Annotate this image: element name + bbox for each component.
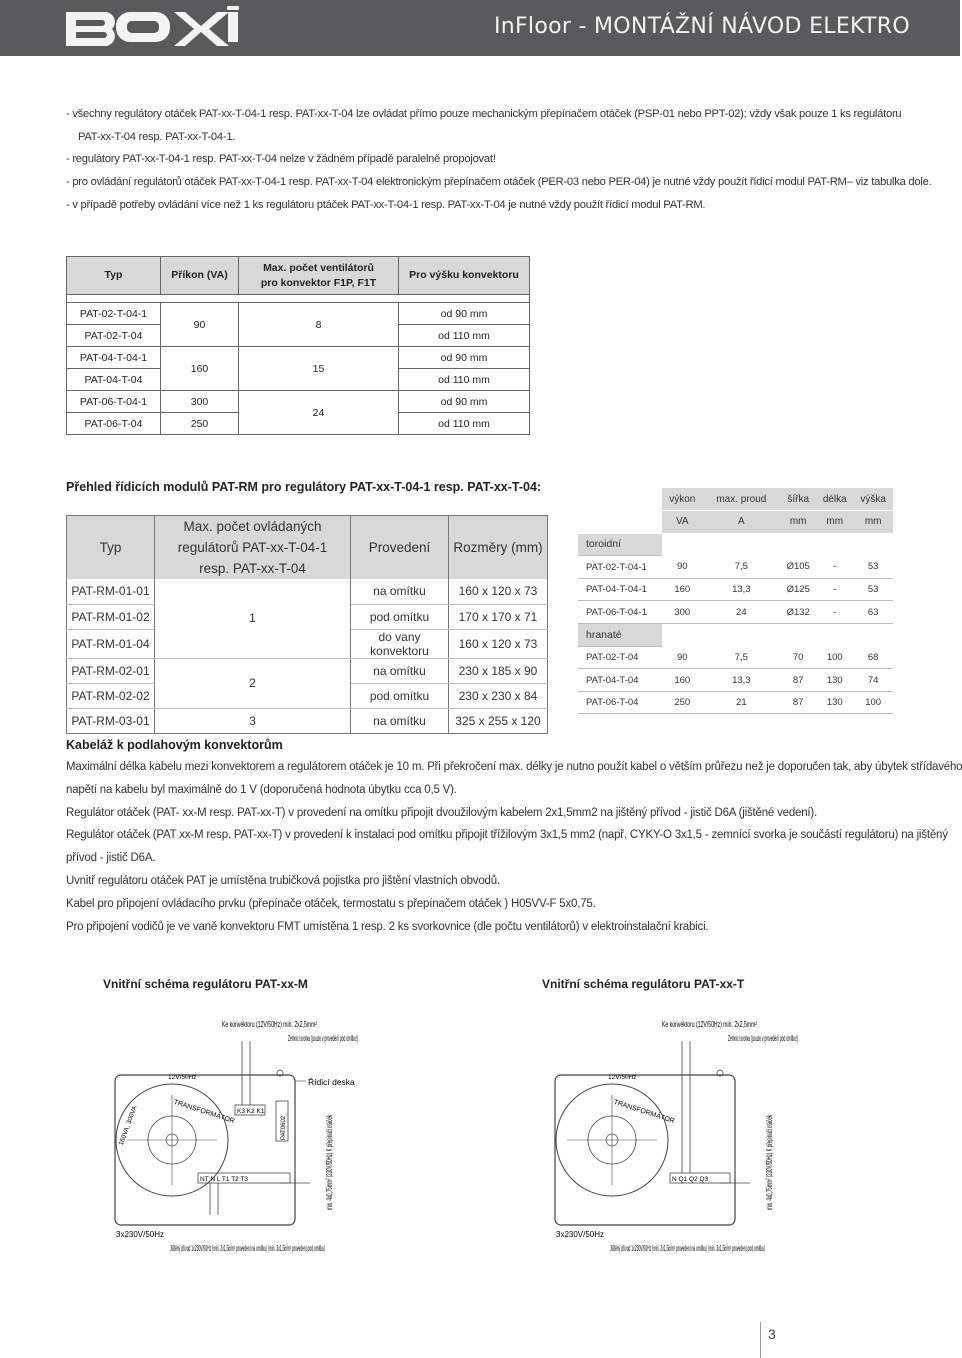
table-cell: 7,5: [703, 556, 781, 579]
v12-label: 12V/50Hz: [608, 1074, 637, 1081]
table-cell: PAT-02-T-04: [67, 325, 161, 347]
table-cell: PAT-RM-01-01: [67, 579, 155, 604]
switch-label: min. 4x0,75mm² (230V/50Hz) K přepínači otáček: [764, 1026, 774, 1210]
transformer-label: TRANSFORMÁTOR: [172, 1098, 236, 1126]
table-cell: 87: [780, 669, 816, 692]
table-cell: 8: [239, 303, 399, 347]
table-cell: na omítku: [351, 708, 449, 733]
intro-line: - regulátory PAT-xx-T-04-1 resp. PAT-xx-T-04 nelze v žádném případě paralelně propojovat!: [66, 153, 496, 166]
table-cell: 13,3: [703, 669, 781, 692]
paragraph-line: napětí na kabelu byl maximálně do 1 V (doporučená hodnota úbytku cca 0,5 V).: [66, 783, 457, 796]
convector-label: Ke konvektoru (12V/50Hz) min. 2x2,5mm²: [662, 1020, 758, 1029]
transformer-table: [578, 488, 893, 714]
supply-label: Jištěný přívod 1x230V/50Hz (min. 2x1,5mm² provedení na omítku) (min. 3x1,5mm² provedení pod omítku): [170, 1244, 326, 1253]
supply-label: Jištěný přívod 1x230V/50Hz (min. 2x1,5mm² provedení na omítku) (min. 3x1,5mm² provedení pod omítku): [610, 1244, 766, 1253]
table-cell: 90: [662, 556, 703, 579]
column-header: Provedení: [351, 516, 449, 580]
enclosure: [555, 1075, 735, 1225]
table-cell: 160 x 120 x 73: [449, 579, 548, 604]
transformer-label: TRANSFORMÁTOR: [612, 1098, 676, 1126]
table-cell: PAT-06-T-04: [578, 691, 662, 714]
table-cell: PAT-04-T-04-1: [578, 578, 662, 601]
schema-m-title: Vnitřní schéma regulátoru PAT-xx-M: [103, 977, 308, 991]
table-cell: PAT-RM-02-01: [67, 658, 155, 683]
table-cell: 250: [662, 691, 703, 714]
column-header: výška: [853, 488, 893, 511]
unit-cell: mm: [780, 511, 816, 534]
table-cell: PAT-06-T-04-1: [578, 601, 662, 624]
table-cell: 230 x 230 x 84: [449, 683, 548, 708]
terminals-label: N Q1 Q2 Q3: [672, 1176, 709, 1183]
paragraph-line: Uvnitř regulátoru otáček PAT je umístěna trubičková pojistka pro jištění vlastních obvodů.: [66, 874, 500, 887]
table-cell: PAT-RM-01-04: [67, 629, 155, 658]
table-cell: Ø125: [780, 578, 816, 601]
table-cell: 160 x 120 x 73: [449, 629, 548, 658]
unit-cell: VA: [662, 511, 703, 534]
unit-cell: mm: [853, 511, 893, 534]
table-cell: 160: [662, 669, 703, 692]
terminals-label: NT N L T1 T2 T3: [200, 1176, 249, 1183]
schema-t-title: Vnitřní schéma regulátoru PAT-xx-T: [542, 977, 745, 991]
table-cell: -: [816, 556, 853, 579]
regulator-table: [66, 256, 530, 435]
column-header: Max. počet ovládaných regulátorů PAT-xx-T-04-1 resp. PAT-xx-T-04: [155, 516, 351, 580]
table-cell: -: [816, 578, 853, 601]
table-cell: 74: [853, 669, 893, 692]
unit-cell: A: [703, 511, 781, 534]
unit-cell: mm: [816, 511, 853, 534]
table-cell: PAT-02-T-04-1: [578, 556, 662, 579]
table-cell: od 90 mm: [399, 303, 530, 325]
paragraph-line: Pro připojení vodičů je ve vaně konvektoru FMT umístěna 1 resp. 2 ks svorkovnice (dle počtu ventilátorů) v elektroinstalační krabici.: [66, 920, 709, 933]
column-header: Rozměry (mm): [449, 516, 548, 580]
table-cell: [578, 488, 662, 511]
table-cell: 13,3: [703, 578, 781, 601]
table-cell: 250: [161, 413, 239, 435]
table-cell: na omítku: [351, 579, 449, 604]
table-cell: [578, 511, 662, 534]
v3x230-label: 3x230V/50Hz: [116, 1230, 165, 1239]
table-cell: PAT-04-T-04-1: [67, 347, 161, 369]
table-cell: 24: [703, 601, 781, 624]
table-cell: pod omítku: [351, 683, 449, 708]
table-cell: 53: [853, 556, 893, 579]
table-cell: Ø105: [780, 556, 816, 579]
table-cell: od 110 mm: [399, 413, 530, 435]
table-cell: 160: [662, 578, 703, 601]
paragraph-line: Kabel pro připojení ovládacího prvku (přepínače otáček, termostatu s přepínačem otáček ) H05VV-F 5x0,75.: [66, 897, 596, 910]
intro-line: PAT-xx-T-04 resp. PAT-xx-T-04-1.: [78, 130, 236, 143]
modules-title: Přehled řídicích modulů PAT-RM pro regulátory PAT-xx-T-04-1 resp. PAT-xx-T-04:: [66, 480, 542, 494]
intro-line: - všechny regulátory otáček PAT-xx-T-04-1 resp. PAT-xx-T-04 lze ovládat přímo pouze mechanickým přepínačem otáček (PSP-01 nebo PPT-02); vždy však pouze 1 ks regulátoru: [66, 108, 902, 120]
table-cell: 300: [662, 601, 703, 624]
table-cell: PAT-RM-03-01: [67, 708, 155, 733]
cabling-text: [66, 756, 962, 938]
table-cell: 24: [239, 391, 399, 435]
table-cell: 100: [816, 646, 853, 669]
table-cell: do vany konvektoru: [351, 629, 449, 658]
table-cell: 230 x 185 x 90: [449, 658, 548, 683]
group-label: toroidní: [578, 533, 662, 556]
table-cell: PAT-04-T-04: [578, 669, 662, 692]
table-cell: -: [816, 601, 853, 624]
enclosure: [115, 1075, 295, 1225]
column-header: šířka: [780, 488, 816, 511]
table-cell: PAT-RM-01-02: [67, 604, 155, 629]
table-cell: od 110 mm: [399, 369, 530, 391]
table-cell: 170 x 170 x 71: [449, 604, 548, 629]
board-id-label: PAT0602: [281, 1115, 287, 1140]
table-cell: od 90 mm: [399, 347, 530, 369]
paragraph-line: Regulátor otáček (PAT xx-M resp. PAT-xx-T) v provedení k instalaci pod omítku připojit třížilovým 3x1,5 mm2 (např. CYKY-O 3x1,5 - zemnící svorka je součástí regulátoru) na jištěný: [66, 829, 948, 842]
page-number: 3: [768, 1326, 776, 1342]
schema-t-diagram: [540, 1015, 800, 1285]
table-cell: od 110 mm: [399, 325, 530, 347]
ring-label: 160VA, 300VA: [117, 1104, 139, 1147]
table-cell: PAT-02-T-04-1: [67, 303, 161, 325]
table-cell: 63: [853, 601, 893, 624]
table-cell: 90: [161, 303, 239, 347]
column-header: Pro výšku konvektoru: [399, 257, 530, 295]
table-cell: od 90 mm: [399, 391, 530, 413]
convector-label: Ke konvektoru (12V/50Hz) min. 2x2,5mm²: [222, 1020, 318, 1029]
table-cell: PAT-02-T-04: [578, 646, 662, 669]
schema-m-diagram: [100, 1015, 360, 1285]
table-cell: na omítku: [351, 658, 449, 683]
table-cell: 160: [161, 347, 239, 391]
table-cell: 130: [816, 691, 853, 714]
table-cell: 3: [155, 708, 351, 733]
paragraph-line: Regulátor otáček (PAT- xx-M resp. PAT-xx-T) v provedení na omítku připojit dvoužilovým kabelem 2x1,5mm2 na jištěný přívod - jistič D6A (jištěné vedení).: [66, 806, 818, 819]
page-title: InFloor - MONTÁŽNÍ NÁVOD ELEKTRO: [493, 14, 910, 39]
column-header: Typ: [67, 257, 161, 295]
page-divider: [760, 1322, 761, 1358]
paragraph-line: přívod - jistič D6A.: [66, 852, 156, 865]
earth-label: Zemnicí svorka (pouze v provedení pod omítku!): [728, 1034, 799, 1043]
column-header: délka: [816, 488, 853, 511]
table-cell: 70: [780, 646, 816, 669]
table-cell: 325 x 255 x 120: [449, 708, 548, 733]
intro-line: - v případě potřeby ovládání více než 1 ks regulátoru ptáček PAT-xx-T-04-1 resp. PAT-xx-T-04 je nutné vždy použít řídicí modul PAT-RM.: [66, 198, 706, 211]
earth-label: Zemnicí svorka (pouze v provedení pod omítku!): [288, 1034, 359, 1043]
table-cell: 90: [662, 646, 703, 669]
table-cell: 21: [703, 691, 781, 714]
intro-notes: [66, 103, 931, 217]
table-cell: 7,5: [703, 646, 781, 669]
modules-table: [66, 515, 548, 734]
table-cell: PAT-04-T-04: [67, 369, 161, 391]
column-header: Příkon (VA): [161, 257, 239, 295]
column-header: Typ: [67, 516, 155, 580]
table-cell: PAT-06-T-04: [67, 413, 161, 435]
table-cell: 15: [239, 347, 399, 391]
group-label: hranaté: [578, 624, 662, 647]
table-cell: pod omítku: [351, 604, 449, 629]
table-cell: 100: [853, 691, 893, 714]
table-cell: 1: [155, 579, 351, 658]
relays-label: K3 K2 K1: [237, 1108, 265, 1115]
column-header: výkon: [662, 488, 703, 511]
table-cell: Ø132: [780, 601, 816, 624]
column-header: Max. počet ventilátorů pro konvektor F1P, F1T: [239, 257, 399, 295]
board-label: Řídicí deska: [308, 1077, 355, 1087]
intro-line: - pro ovládání regulátorů otáček PAT-xx-T-04-1 resp. PAT-xx-T-04 elektronickým přepínačem otáček (PER-03 nebo PER-04) je nutné vždy použít řídicí modul PAT-RM– viz tabulka dole.: [66, 176, 932, 189]
table-cell: 87: [780, 691, 816, 714]
table-cell: 68: [853, 646, 893, 669]
v12-label: 12V/50Hz: [168, 1074, 197, 1081]
table-cell: 130: [816, 669, 853, 692]
v3x230-label: 3x230V/50Hz: [556, 1230, 605, 1239]
paragraph-line: Maximální délka kabelu mezi konvektorem a regulátorem otáček je 10 m. Při překročení max. délky je nutno použít kabel o větším průřezu než je doporučen tak, aby úbytek střídavého: [66, 761, 962, 773]
switch-label: min. 4x0,75mm² (230V/50Hz) K přepínači otáček: [324, 1026, 334, 1210]
table-cell: 300: [161, 391, 239, 413]
boki-logo: [64, 6, 240, 48]
table-cell: PAT-06-T-04-1: [67, 391, 161, 413]
table-cell: 2: [155, 658, 351, 708]
column-header: max. proud: [703, 488, 781, 511]
table-cell: 53: [853, 578, 893, 601]
cabling-title: Kabeláž k podlahovým konvektorům: [66, 738, 283, 752]
table-cell: PAT-RM-02-02: [67, 683, 155, 708]
